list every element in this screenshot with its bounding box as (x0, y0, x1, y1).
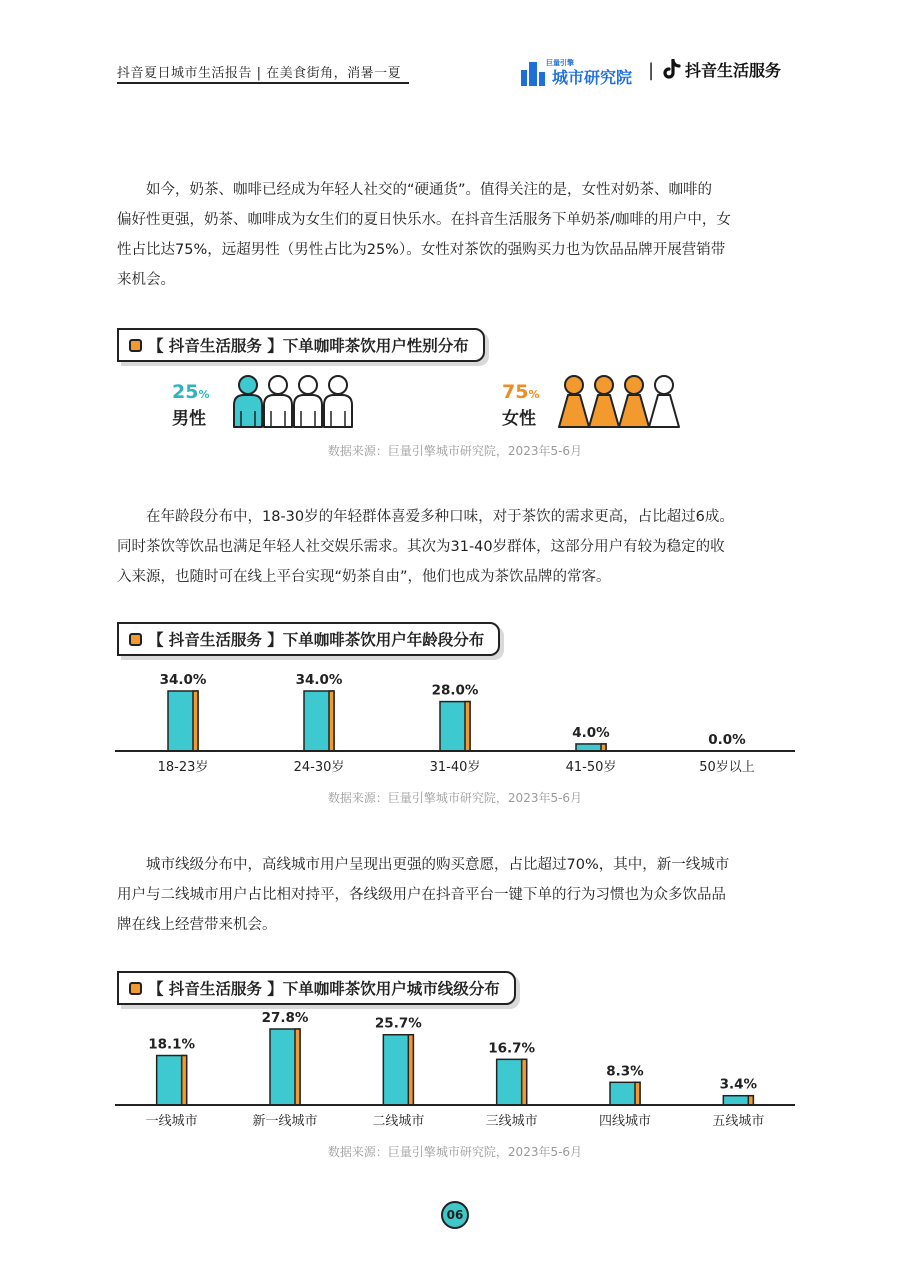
paragraph-line: 入来源，也随时可在线上平台实现“奶茶自由”，他们也成为茶饮品牌的常客。 (117, 569, 611, 585)
logo-city-text: 城市研究院 (552, 68, 633, 87)
paragraph-line: 如今，奶茶、咖啡已经成为年轻人社交的“硬通货”。值得关注的是，女性对奶茶、咖啡的 (117, 182, 713, 198)
female-person-icon (559, 376, 589, 427)
data-label: 34.0% (295, 672, 343, 688)
douyin-life-logo (662, 58, 781, 81)
city-building-icon (520, 60, 546, 86)
city-data-source: 数据来源：巨量引擎城市研究院，2023年5-6月 (327, 1145, 583, 1159)
orange-square-icon (129, 633, 142, 646)
data-label: 25.7% (374, 1015, 422, 1032)
data-label: 3.4% (719, 1076, 758, 1093)
male-person-icon (234, 376, 262, 427)
male-person-icon (294, 376, 322, 427)
header-underline (117, 82, 409, 84)
bar-side (295, 1029, 300, 1105)
bar-side (601, 744, 606, 751)
category-label: 18-23岁 (157, 760, 209, 775)
data-label: 28.0% (431, 682, 479, 699)
category-label: 一线城市 (145, 1114, 198, 1129)
data-label: 34.0% (159, 672, 207, 688)
city-research-logo (520, 58, 632, 87)
data-label: 27.8% (261, 1010, 309, 1026)
female-label: 女性 (502, 409, 536, 429)
category-label: 50岁以上 (699, 760, 755, 775)
paragraph-line: 城市线级分布中，高线城市用户呈现出更强的购买意愿，占比超过70%，其中，新一线城市 (117, 857, 730, 873)
female-person-icon (649, 376, 679, 427)
female-pct-unit: % (528, 388, 540, 401)
orange-square-icon (129, 339, 142, 352)
paragraph-line: 同时茶饮等饮品也满足年轻人社交娱乐需求。其次为31-40岁群体，这部分用户有较为稳定的收 (117, 539, 725, 555)
paragraph-line: 用户与二线城市用户占比相对持平，各线级用户在抖音平台一键下单的行为习惯也为众多饮品品 (117, 887, 726, 903)
bar-side (193, 691, 198, 751)
category-label: 新一线城市 (252, 1114, 318, 1129)
paragraph-line: 偏好性更强，奶茶、咖啡成为女生们的夏日快乐水。在抖音生活服务下单奶茶/咖啡的用户中，女 (117, 212, 731, 228)
paragraph-line: 牌在线上经营带来机会。 (117, 917, 277, 933)
header-title: 抖音夏日城市生活报告 | 在美食街角，消暑一夏 (117, 66, 402, 81)
data-label: 16.7% (488, 1040, 536, 1057)
data-label: 8.3% (606, 1063, 644, 1080)
category-label: 四线城市 (598, 1114, 652, 1129)
logo-city-small-text: 巨量引擎 (546, 59, 574, 67)
female-person-icon (589, 376, 619, 427)
paragraph-line: 来机会。 (117, 272, 175, 288)
bar-side (408, 1035, 413, 1105)
category-label: 五线城市 (712, 1114, 765, 1129)
age-bar-chart (110, 665, 800, 785)
male-pct-value: 25 (172, 381, 199, 403)
logo-separator: | (648, 60, 655, 81)
bar-side (465, 702, 470, 751)
paragraph-line: 性占比达75%，远超男性（男性占比为25%）。女性对茶饮的强购买力也为饮品品牌开展营销带 (117, 242, 726, 258)
category-label: 31-40岁 (429, 760, 481, 775)
female-people-icon (558, 373, 684, 433)
gender-section-title (117, 328, 485, 362)
male-person-icon (324, 376, 352, 427)
male-percentage (172, 381, 209, 403)
age-paragraph (117, 502, 797, 592)
female-percentage (502, 381, 539, 403)
city-section-title (117, 971, 516, 1005)
logo-douyin-text: 抖音生活服务 (685, 61, 782, 80)
male-pct-unit: % (198, 388, 210, 401)
category-label: 24-30岁 (293, 760, 345, 775)
gender-data-source: 数据来源：巨量引擎城市研究院，2023年5-6月 (327, 444, 583, 458)
bar-side (748, 1096, 753, 1105)
male-people-icon (232, 373, 356, 433)
data-label: 0.0% (708, 732, 746, 748)
section-title-text: 【 抖音生活服务 】下单咖啡茶饮用户年龄段分布 (148, 631, 485, 649)
section-title-text: 【 抖音生活服务 】下单咖啡茶饮用户城市线级分布 (148, 980, 500, 998)
city-paragraph (117, 850, 797, 940)
male-person-icon (264, 376, 292, 427)
bar-side (329, 691, 334, 751)
category-label: 41-50岁 (565, 760, 617, 775)
age-data-source: 数据来源：巨量引擎城市研究院，2023年5-6月 (327, 791, 583, 805)
city-bar-chart (110, 1010, 800, 1135)
paragraph-line: 在年龄段分布中，18-30岁的年轻群体喜爱多种口味，对于茶饮的需求更高，占比超过6成。 (117, 509, 734, 525)
female-pct-value: 75 (502, 381, 529, 403)
section-title-text: 【 抖音生活服务 】下单咖啡茶饮用户性别分布 (148, 337, 469, 355)
age-section-title (117, 622, 500, 656)
female-person-icon (619, 376, 649, 427)
page-number: 06 (441, 1201, 469, 1229)
data-label: 18.1% (148, 1036, 196, 1053)
bar-side (182, 1056, 187, 1105)
intro-paragraph (117, 175, 797, 295)
male-label: 男性 (172, 409, 206, 429)
douyin-note-icon (662, 59, 682, 81)
bar-side (635, 1082, 640, 1105)
data-label: 4.0% (572, 724, 610, 741)
category-label: 三线城市 (485, 1114, 538, 1129)
orange-square-icon (129, 982, 142, 995)
category-label: 二线城市 (372, 1114, 425, 1129)
bar-side (522, 1059, 527, 1105)
